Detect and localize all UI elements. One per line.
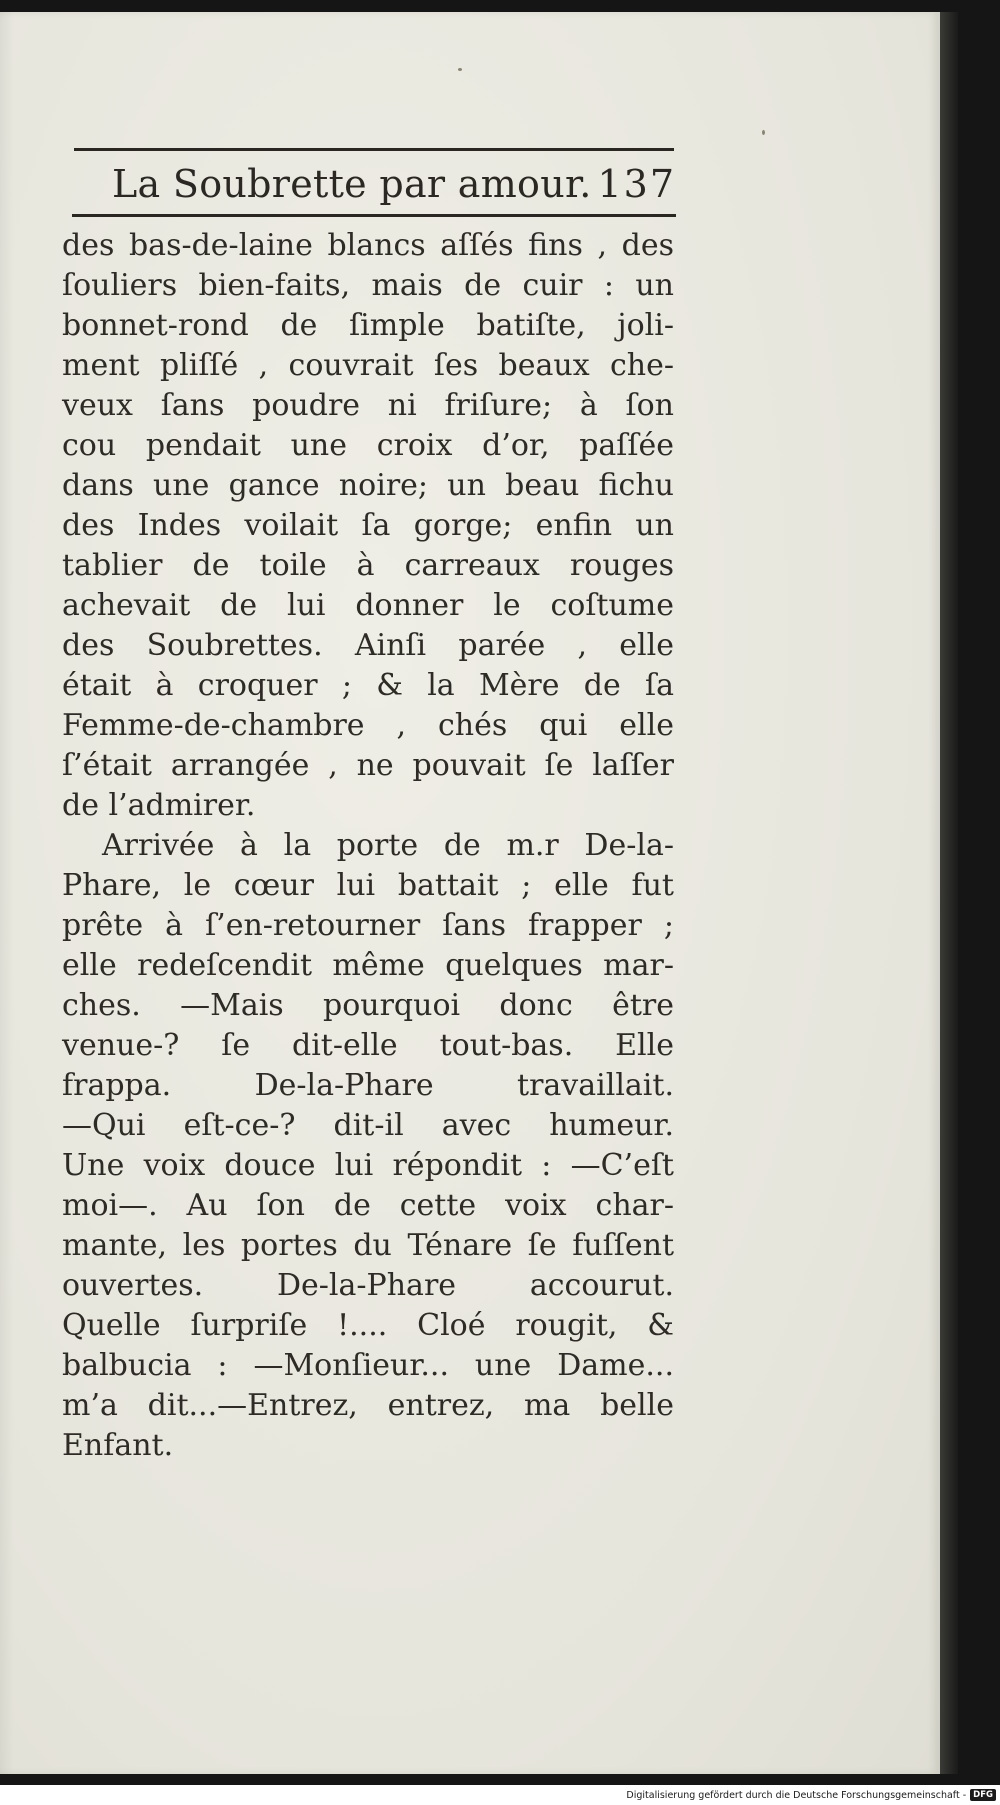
text-line: Enfant. [62, 1428, 174, 1463]
page-edge-shadow [940, 12, 958, 1774]
digitization-credit [600, 1787, 996, 1803]
text-line: bonnet-rond de ſimple batiſte, joli- [62, 308, 674, 343]
text-line: elle redeſcendit même quelques mar- [62, 948, 674, 983]
text-line: des Soubrettes. Ainſi parée , elle [62, 628, 674, 663]
text-line: Quelle ſurpriſe !.... Cloé rougit, & [62, 1308, 674, 1343]
text-line: des Indes voilait ſa gorge; enfin un [62, 508, 674, 543]
body-text [62, 226, 674, 1466]
dfg-logo: DFG [970, 1789, 996, 1801]
running-title: La Soubrette par amour. [112, 162, 592, 206]
text-line: Femme-de-chambre , chés qui elle [62, 708, 674, 743]
text-line: ſ’était arrangée , ne pouvait ſe laſſer [62, 748, 674, 783]
text-line: m’a dit...—Entrez, entrez, ma belle [62, 1388, 674, 1423]
paper-speck [458, 68, 462, 71]
text-line: tablier de toile à carreaux rouges [62, 548, 674, 583]
text-line: veux ſans poudre ni friſure; à ſon [62, 388, 674, 423]
text-line: Arrivée à la porte de m.r De-la- [102, 828, 674, 863]
text-line: prête à ſ’en-retourner ſans frapper ; [62, 908, 674, 943]
header-rule-bottom [72, 214, 676, 217]
text-line: frappa. De-la-Phare travaillait. [62, 1068, 674, 1103]
text-line: ches. —Mais pourquoi donc être [62, 988, 674, 1023]
text-line: ſouliers bien-faits, mais de cuir : un [62, 268, 674, 303]
text-line: était à croquer ; & la Mère de ſa [62, 668, 674, 703]
page-number: 137 [597, 162, 676, 206]
text-line: mante, les portes du Ténare ſe fuſſent [62, 1228, 674, 1263]
credit-text: Digitalisierung gefördert durch die Deutsche Forschungsgemeinschaft - [626, 1789, 967, 1801]
text-line: achevait de lui donner le coſtume [62, 588, 674, 623]
header-rule-top [74, 148, 674, 151]
text-line: ouvertes. De-la-Phare accourut. [62, 1268, 674, 1303]
text-line: venue-? ſe dit-elle tout-bas. Elle [62, 1028, 674, 1063]
paper-speck [762, 130, 765, 135]
text-line: ment pliſſé , couvrait ſes beaux che- [62, 348, 674, 383]
text-line: des bas-de-laine blancs aſſés fins , des [62, 228, 674, 263]
text-line: de l’admirer. [62, 788, 256, 823]
text-line: moi—. Au ſon de cette voix char- [62, 1188, 674, 1223]
text-line: —Qui eſt-ce-? dit-il avec humeur. [62, 1108, 674, 1143]
running-head [74, 156, 676, 212]
text-line: dans une gance noire; un beau fichu [62, 468, 674, 503]
text-line: cou pendait une croix d’or, paſſée [62, 428, 674, 463]
text-line: Une voix douce lui répondit : —C’eſt [62, 1148, 674, 1183]
text-line: balbucia : —Monſieur... une Dame... [62, 1348, 674, 1383]
text-line: Phare, le cœur lui battait ; elle fut [62, 868, 674, 903]
